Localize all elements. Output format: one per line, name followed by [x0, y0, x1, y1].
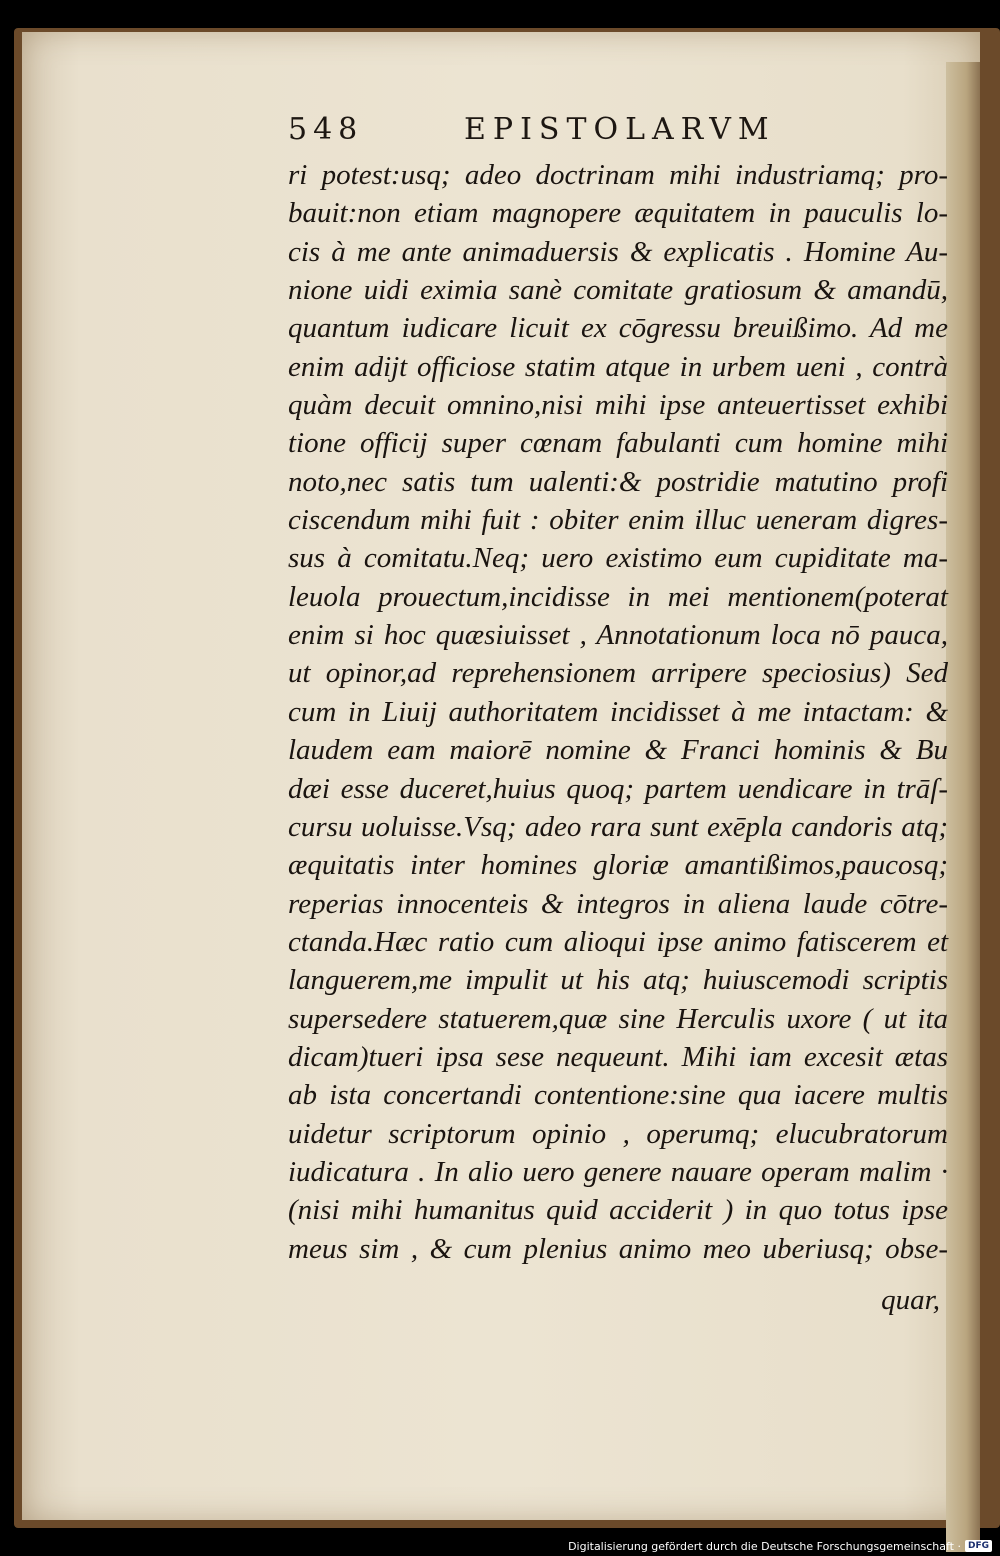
text-line: laudem eam maiorē nomine & Franci hominis & Bu [288, 734, 948, 767]
text-line: ctanda.Hæc ratio cum alioqui ipse animo fatiscerem et [288, 925, 948, 958]
footer-text: Digitalisierung gefördert durch die Deutsche Forschungsgemeinschaft · [568, 1539, 961, 1553]
text-line: æquitatis inter homines gloriæ amantißimos,paucosq; [288, 849, 948, 882]
text-line: cum in Liuij authoritatem incidisset à me intactam: & [288, 695, 948, 728]
text-line: tione officij super cœnam fabulanti cum homine mihi [288, 427, 948, 460]
page-number: 548 [288, 112, 364, 147]
text-line: reperias innocenteis & integros in aliena laude cōtre- [288, 887, 948, 920]
text-line: bauit:non etiam magnopere æquitatem in pauculis lo- [288, 197, 948, 230]
text-line: nione uidi eximia sanè comitate gratiosum & amandū, [288, 274, 948, 307]
text-line: supersedere statuerem,quæ sine Herculis uxore ( ut ita [288, 1002, 948, 1035]
footer-credit [568, 1538, 992, 1554]
text-line: cis à me ante animaduersis & explicatis . Homine Au- [288, 235, 948, 268]
text-line: leuola prouectum,incidisse in mei mentionem(poterat [288, 580, 948, 613]
text-line: enim adijt officiose statim atque in urbem ueni , contrà [288, 350, 948, 383]
text-line: enim si hoc quæsiuisset , Annotationum loca nō pauca, [288, 619, 948, 652]
text-line: uidetur scriptorum opinio , operumq; elucubratorum [288, 1117, 948, 1150]
text-line: meus sim , & cum plenius animo meo uberiusq; obse- [288, 1232, 948, 1265]
text-line: quantum iudicare licuit ex cōgressu breuißimo. Ad me [288, 312, 948, 345]
text-line: dicam)tueri ipsa sese nequeunt. Mihi iam excesit ætas [288, 1040, 948, 1073]
dfg-logo-icon: DFG [965, 1540, 992, 1552]
text-line: cursu uoluisse.Vsq; adeo rara sunt exēpla candoris atq; [288, 810, 948, 843]
text-line: ab ista concertandi contentione:sine qua iacere multis [288, 1079, 948, 1112]
text-line: ciscendum mihi fuit : obiter enim illuc ueneram digres- [288, 504, 948, 537]
text-line: quàm decuit omnino,nisi mihi ipse anteuertisset exhibi [288, 389, 948, 422]
body-text [288, 156, 948, 1268]
text-line: noto,nec satis tum ualenti:& postridie matutino profi [288, 465, 948, 498]
text-line: languerem,me impulit ut his atq; huiuscemodi scriptis [288, 964, 948, 997]
catchword: quar, [881, 1284, 940, 1316]
text-line: dæi esse duceret,huius quoq; partem uendicare in trāſ- [288, 772, 948, 805]
running-head: EPISTOLARVM [464, 112, 776, 147]
page-edge [946, 62, 980, 1552]
text-line: ut opinor,ad reprehensionem arripere speciosius) Sed [288, 657, 948, 690]
text-line: iudicatura . In alio uero genere nauare operam malim · [288, 1155, 948, 1188]
page-header [288, 112, 808, 152]
text-line: ri potest:usq; adeo doctrinam mihi industriamq; pro- [288, 159, 948, 191]
text-line: sus à comitatu.Neq; uero existimo eum cupiditate ma- [288, 542, 948, 575]
text-line: (nisi mihi humanitus quid acciderit ) in quo totus ipse [288, 1194, 948, 1227]
